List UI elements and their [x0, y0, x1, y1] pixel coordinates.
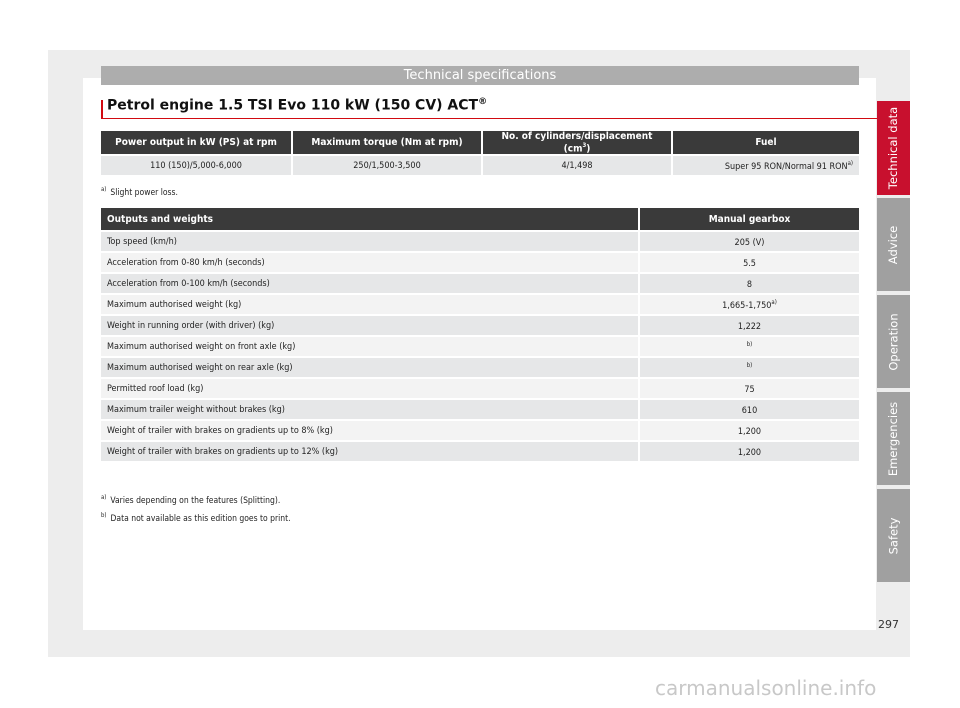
engine-spec-table	[101, 131, 859, 175]
spec-header-fuel: Fuel	[671, 131, 859, 154]
row-value: 1,200	[638, 440, 859, 461]
table-row	[101, 356, 859, 377]
row-value: 205 (V)	[638, 230, 859, 251]
title-underline	[101, 118, 877, 119]
row-label: Weight of trailer with brakes on gradients up to 8% (kg)	[101, 419, 638, 440]
row-value: b)	[638, 335, 859, 356]
table-row	[101, 272, 859, 293]
row-value: 1,665-1,750$^{a)}$	[638, 293, 859, 314]
row-value: 610	[638, 398, 859, 419]
row-label: Permitted roof load (kg)	[101, 377, 638, 398]
row-value: 1,222	[638, 314, 859, 335]
title-accent-bar	[101, 100, 103, 118]
row-label: Acceleration from 0-80 km/h (seconds)	[101, 251, 638, 272]
section-header-band: Technical specifications	[101, 66, 859, 85]
title-registered-mark: ®	[478, 97, 488, 107]
tab-technical-data[interactable]: Technical data	[877, 101, 910, 195]
spec-cell-torque: 250/1,500-3,500	[291, 154, 481, 175]
tab-safety[interactable]: Safety	[877, 489, 910, 582]
row-value: 5.5	[638, 251, 859, 272]
spec-header-torque: Maximum torque (Nm at rpm)	[291, 131, 481, 154]
tab-operation[interactable]: Operation	[877, 295, 910, 388]
outputs-header-label: Outputs and weights	[101, 208, 638, 230]
row-label: Maximum authorised weight on rear axle (kg)	[101, 356, 638, 377]
row-value: 75	[638, 377, 859, 398]
spec-header-cylinders: No. of cylinders/displacement $(cm^3)$	[481, 131, 671, 154]
row-label: Weight of trailer with brakes on gradients up to 12% (kg)	[101, 440, 638, 461]
table-row	[101, 251, 859, 272]
row-value: 8	[638, 272, 859, 293]
table-row	[101, 230, 859, 251]
outputs-weights-table	[101, 208, 859, 461]
table-row	[101, 314, 859, 335]
spec-cell-fuel: Super 95 RON/Normal 91 RON$^{a)}$	[671, 154, 859, 175]
footnote-splitting: $^{a)}$ Varies depending on the features (Splitting).	[101, 494, 281, 506]
watermark: carmanualsonline.info	[655, 676, 877, 700]
row-label: Maximum authorised weight on front axle (kg)	[101, 335, 638, 356]
table-row	[101, 377, 859, 398]
row-label: Maximum trailer weight without brakes (kg)	[101, 398, 638, 419]
table-row	[101, 440, 859, 461]
table-row	[101, 398, 859, 419]
footnote-data-unavailable: $^{b)}$ Data not available as this edition goes to print.	[101, 512, 291, 524]
row-label: Weight in running order (with driver) (kg)	[101, 314, 638, 335]
spec-cell-power: 110 (150)/5,000-6,000	[101, 154, 291, 175]
spec-cell-cylinders: 4/1,498	[481, 154, 671, 175]
row-value: 1,200	[638, 419, 859, 440]
tab-emergencies[interactable]: Emergencies	[877, 392, 910, 485]
row-label: Maximum authorised weight (kg)	[101, 293, 638, 314]
tab-advice[interactable]: Advice	[877, 198, 910, 291]
title-text: Petrol engine 1.5 TSI Evo 110 kW (150 CV) ACT	[107, 97, 479, 114]
row-value: b)	[638, 356, 859, 377]
table-row	[101, 154, 859, 175]
row-label: Acceleration from 0-100 km/h (seconds)	[101, 272, 638, 293]
spec-header-power: Power output in kW (PS) at rpm	[101, 131, 291, 154]
footnote-power-loss: $^{a)}$ Slight power loss.	[101, 186, 178, 198]
table-row	[101, 419, 859, 440]
page-number: 297	[878, 618, 899, 631]
table-row	[101, 335, 859, 356]
row-label: Top speed (km/h)	[101, 230, 638, 251]
page-title	[107, 97, 487, 114]
outputs-header-gearbox: Manual gearbox	[638, 208, 859, 230]
table-row	[101, 293, 859, 314]
